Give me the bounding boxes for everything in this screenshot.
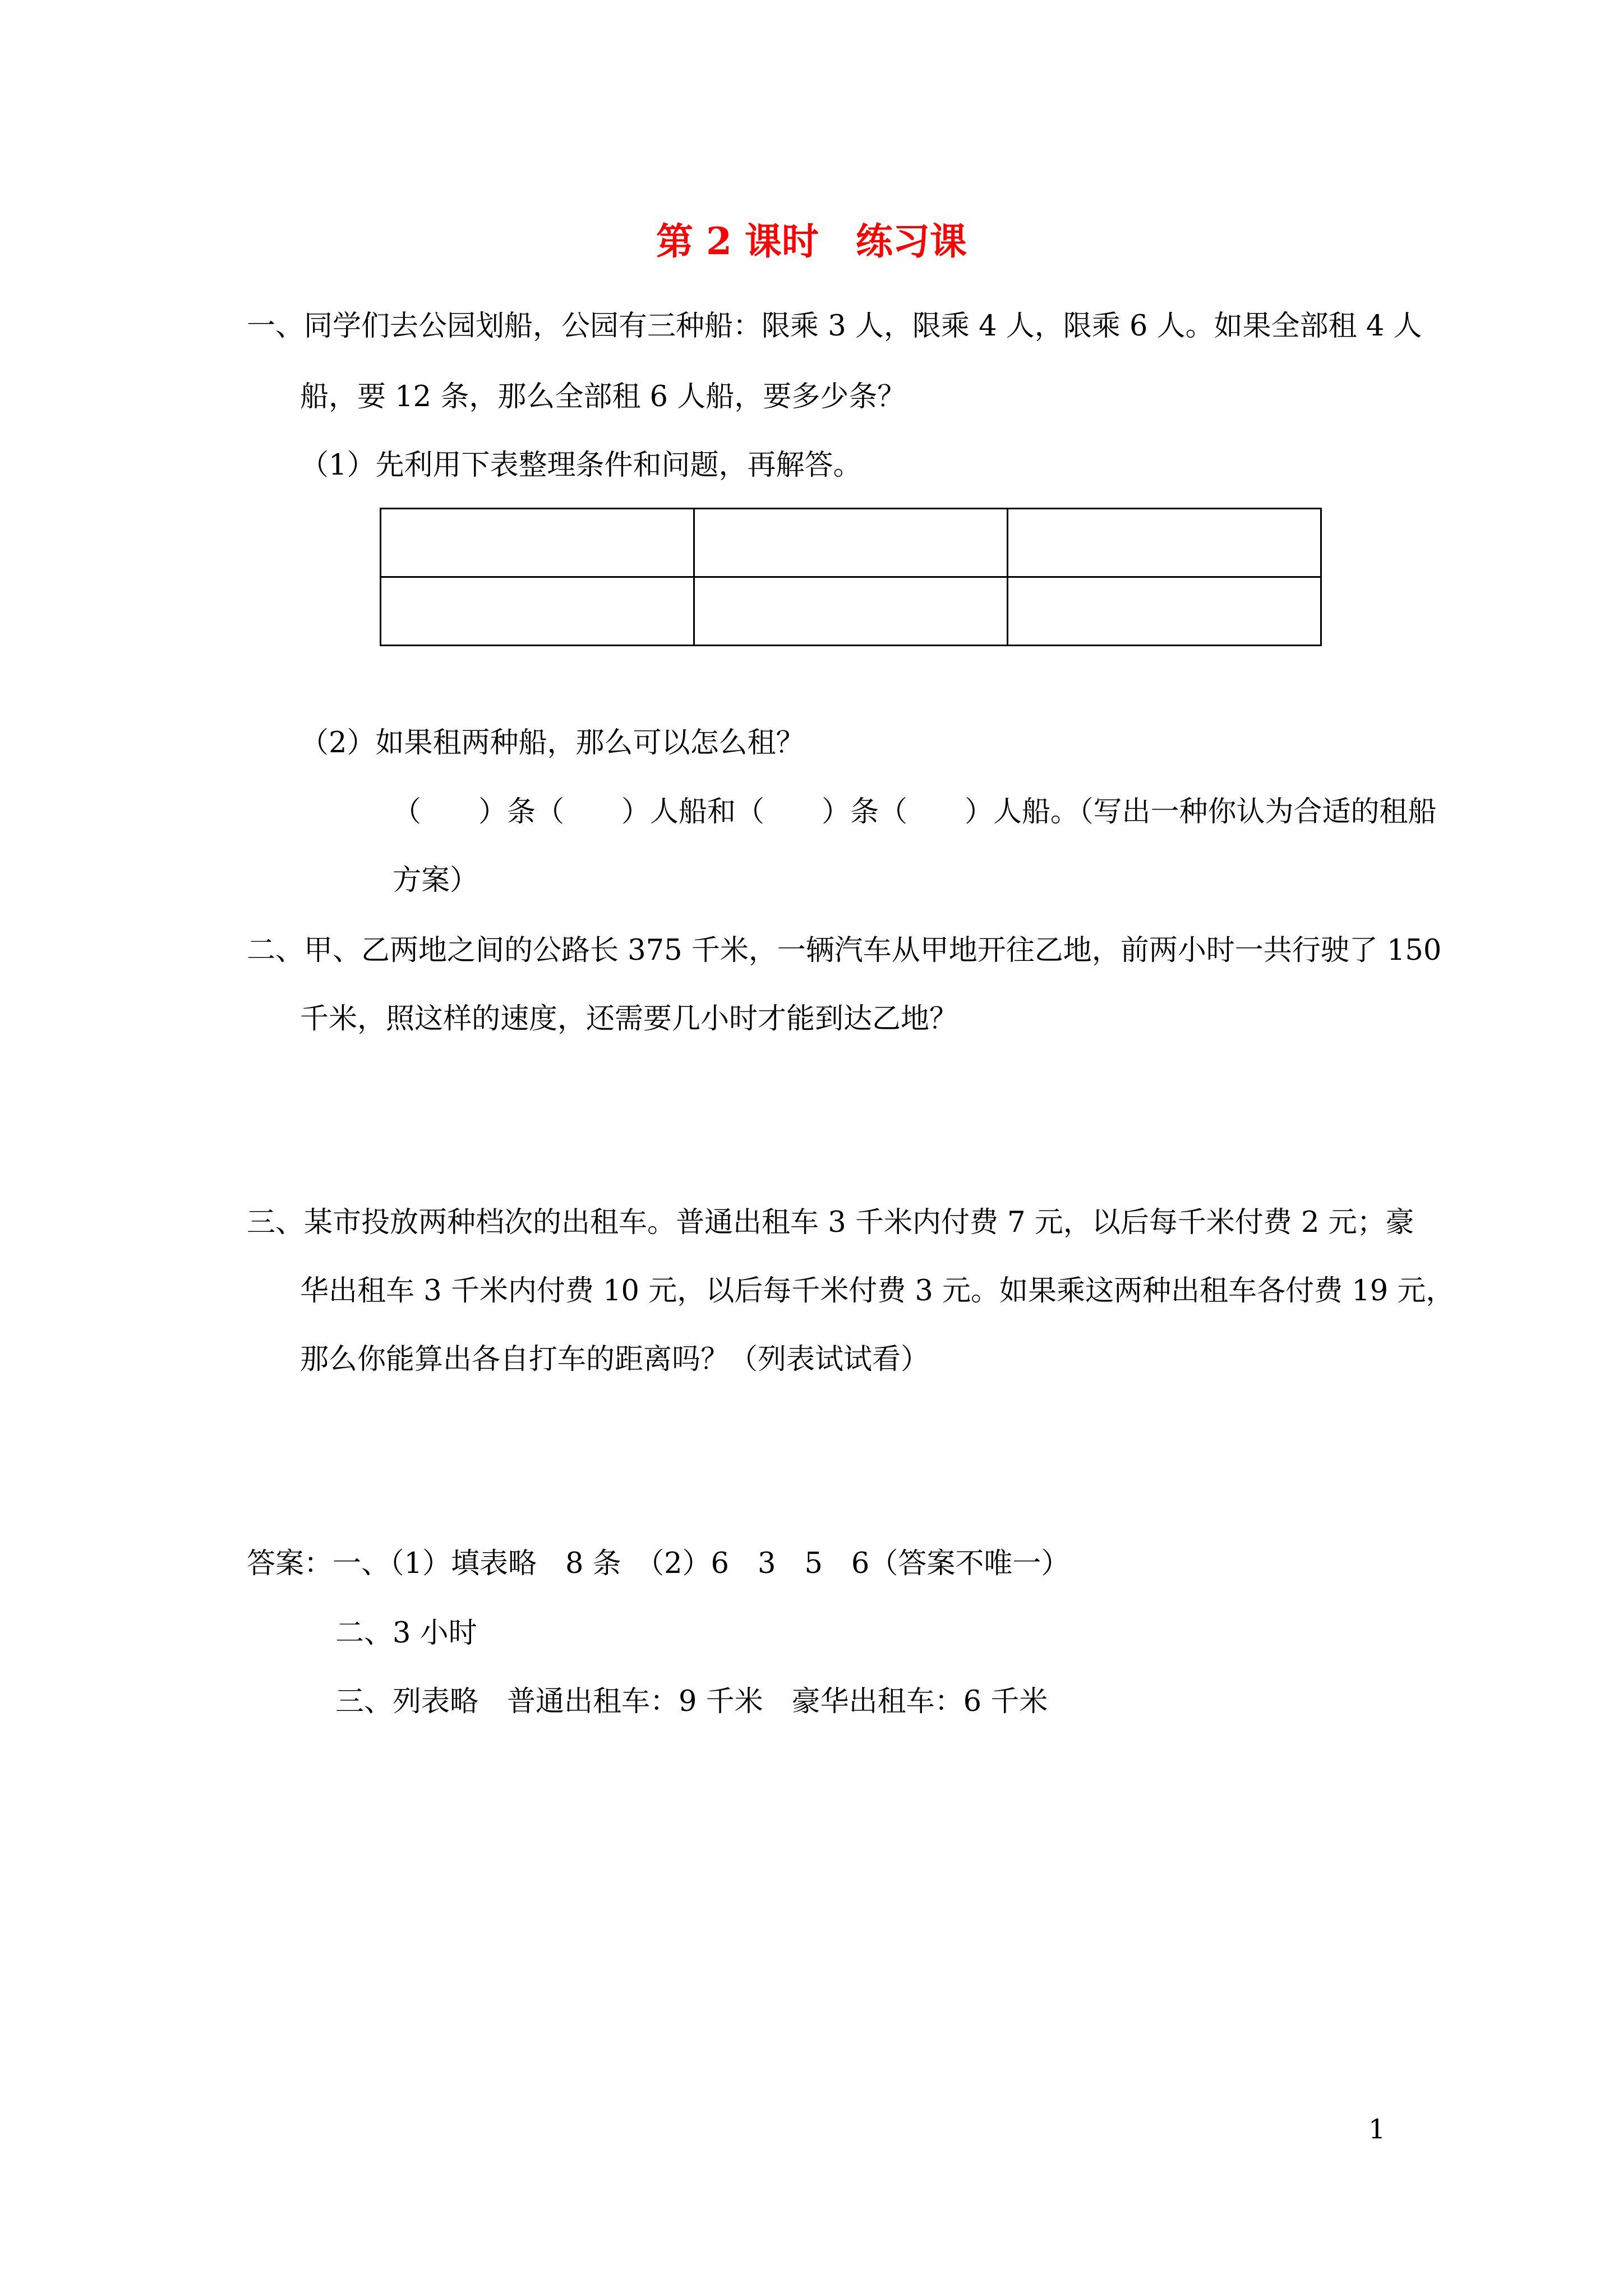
- question-1-line-2: 船，要 12 条，那么全部租 6 人船，要多少条？: [300, 380, 906, 413]
- table-cell: [1008, 509, 1321, 577]
- answer-line-2: 二、3 小时: [335, 1617, 477, 1650]
- table-cell: [381, 577, 694, 646]
- question-2-line-1: 二、甲、乙两地之间的公路长 375 千米，一辆汽车从甲地开往乙地，前两小时一共行驶了 150: [247, 934, 1442, 967]
- table-row: [381, 577, 1321, 646]
- question-1-part-2: （2）如果租两种船，那么可以怎么租？: [300, 726, 805, 760]
- table-cell: [1008, 577, 1321, 646]
- answer-line-3: 三、列表略 普通出租车：9 千米 豪华出租车：6 千米: [335, 1685, 1048, 1718]
- page-number: 1: [1368, 2114, 1386, 2145]
- table-cell: [694, 509, 1008, 577]
- question-1-line-1: 一、同学们去公园划船，公园有三种船：限乘 3 人，限乘 4 人，限乘 6 人。如果全部租 4 人: [247, 310, 1422, 343]
- table-cell: [694, 577, 1008, 646]
- question-3-line-1: 三、某市投放两种档次的出租车。普通出租车 3 千米内付费 7 元，以后每千米付费 2 元；豪: [247, 1206, 1414, 1239]
- question-1-fill-line-1: （ ）条（ ）人船和（ ）条（ ）人船。（写出一种你认为合适的租船: [393, 795, 1437, 829]
- table-row: [381, 509, 1321, 577]
- question-3-line-2: 华出租车 3 千米内付费 10 元，以后每千米付费 3 元。如果乘这两种出租车各付费 19 元，: [300, 1274, 1455, 1308]
- worksheet-table: [380, 508, 1322, 646]
- page-title: 第 2 课时 练习课: [656, 219, 967, 263]
- table-cell: [381, 509, 694, 577]
- question-2-line-2: 千米，照这样的速度，还需要几小时才能到达乙地？: [300, 1002, 958, 1036]
- answer-line-1: 答案：一、（1）填表略 8 条 （2）6 3 5 6（答案不唯一）: [247, 1547, 1070, 1580]
- question-1-part-1: （1）先利用下表整理条件和问题，再解答。: [300, 449, 862, 482]
- question-3-line-3: 那么你能算出各自打车的距离吗？（列表试试看）: [300, 1343, 930, 1376]
- question-1-fill-line-2: 方案）: [393, 864, 479, 897]
